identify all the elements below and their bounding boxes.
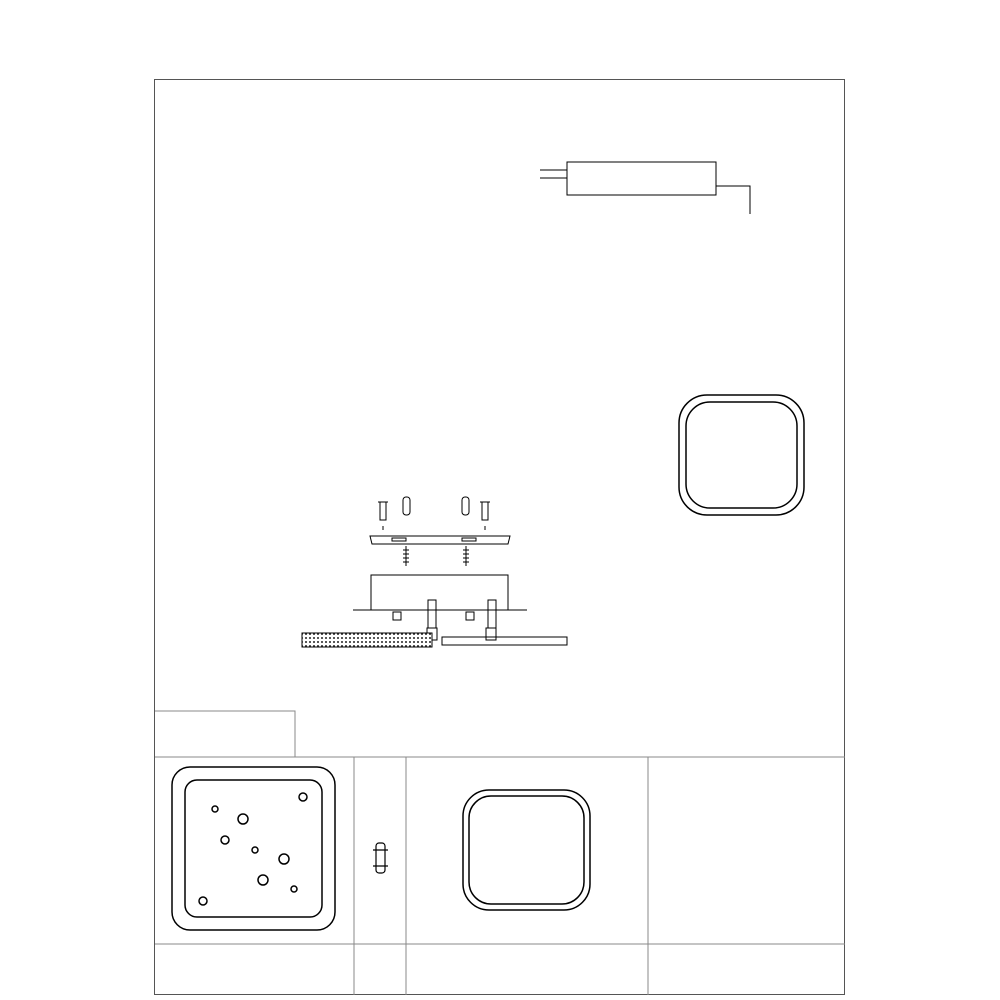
qty-base-plate — [172, 767, 335, 930]
mounting-hardware — [302, 497, 567, 647]
qty-screw — [373, 843, 388, 873]
plain-frame-part — [679, 395, 804, 515]
led-driver — [540, 162, 750, 214]
qty-plain-frame — [463, 790, 590, 910]
quantity-table — [155, 711, 845, 995]
